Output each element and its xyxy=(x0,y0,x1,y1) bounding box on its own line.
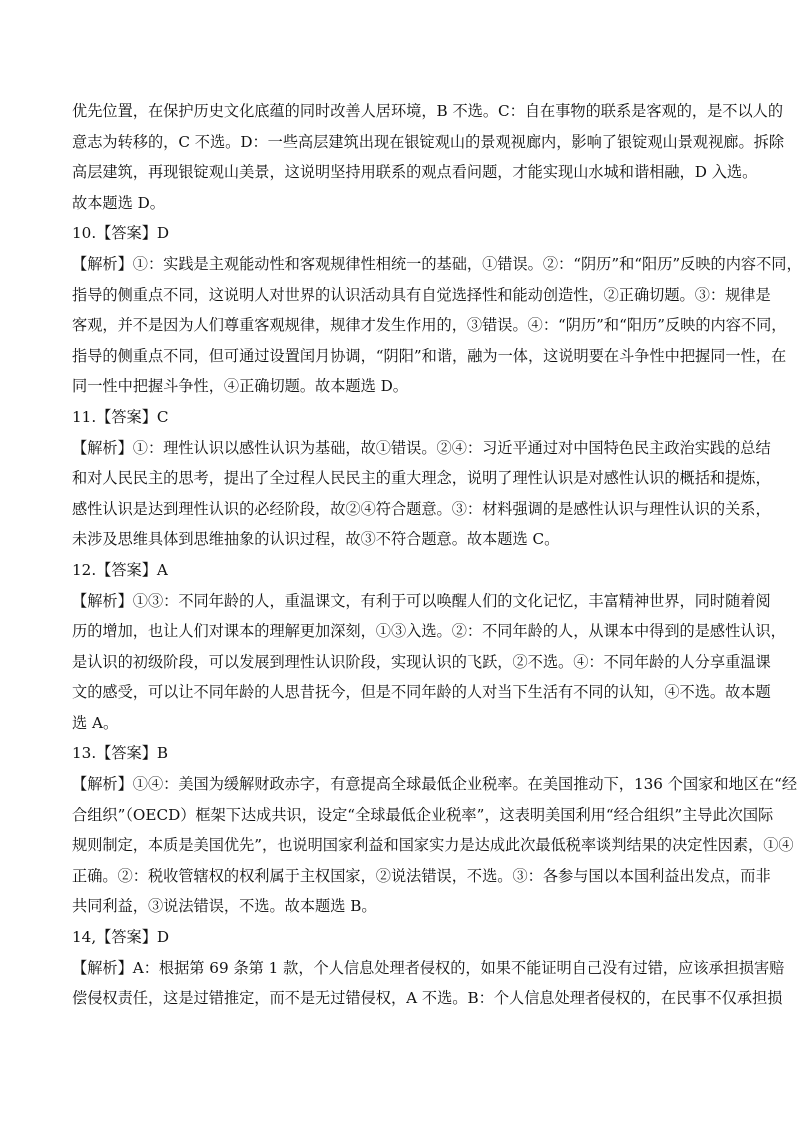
text-line: 【解析】①：实践是主观能动性和客观规律性相统一的基础，①错误。②：“阴历”和“阳历”反映的内容不同， xyxy=(72,254,802,273)
text-line: 高层建筑，再现银锭观山美景，这说明坚持用联系的观点看问题，才能实现山水城和谐相融，D 入选。 xyxy=(72,163,758,182)
text-line: 客观，并不是因为人们尊重客观规律，规律才发生作用的，③错误。④：“阴历”和“阳历”反映的内容不同， xyxy=(72,316,787,335)
text-line: 【解析】A：根据第 69 条第 1 款，个人信息处理者侵权的，如果不能证明自己没有过错，应该承担损害赔 xyxy=(72,958,785,977)
text-line: 指导的侧重点不同，这说明人对世界的认识活动具有自觉选择性和能动创造性，②正确切题。③：规律是 xyxy=(72,285,771,304)
text-line: 同一性中把握斗争性，④正确切题。故本题选 D。 xyxy=(72,377,408,396)
answer-heading: 11.【答案】C xyxy=(72,407,169,426)
text-line: 是认识的初级阶段，可以发展到理性认识阶段，实现认识的飞跃，②不选。④：不同年龄的人分享重温课 xyxy=(72,652,771,671)
text-line: 优先位置，在保护历史文化底蕴的同时改善人居环境，B 不选。C：自在事物的联系是客观的，是不以人的 xyxy=(72,102,784,120)
answer-heading: 12.【答案】A xyxy=(72,560,168,579)
text-line: 和对人民民主的思考，提出了全过程人民民主的重大理念，说明了理性认识是对感性认识的概括和提炼， xyxy=(72,469,771,488)
text-line: 历的增加，也让人们对课本的理解更加深刻，①③入选。②：不同年龄的人，从课本中得到的是感性认识， xyxy=(72,622,786,641)
text-line: 共同利益，③说法错误，不选。故本题选 B。 xyxy=(72,897,377,916)
text-line: 偿侵权责任，这是过错推定，而不是无过错侵权，A 不选。B：个人信息处理者侵权的，在民事不仅承担损 xyxy=(72,989,783,1008)
document-page xyxy=(72,96,802,1014)
text-line: 【解析】①③：不同年龄的人，重温课文，有利于可以唤醒人们的文化记忆，丰富精神世界，同时随着阅 xyxy=(72,591,771,610)
text-line: 【解析】①：理性认识以感性认识为基础，故①错误。②④：习近平通过对中国特色民主政治实践的总结 xyxy=(72,438,771,457)
text-line: 文的感受，可以让不同年龄的人思昔抚今，但是不同年龄的人对当下生活有不同的认知，④不选。故本题 xyxy=(72,683,771,702)
text-line: 感性认识是达到理性认识的必经阶段，故②④符合题意。③：材料强调的是感性认识与理性认识的关系， xyxy=(72,499,771,518)
answer-heading: 13.【答案】B xyxy=(72,744,169,763)
text-line: 指导的侧重点不同，但可通过设置闰月协调，“阴阳”和谐，融为一体，这说明要在斗争性中把握同一性，在 xyxy=(72,346,787,365)
text-line: 【解析】①④：美国为缓解财政赤字，有意提高全球最低企业税率。在美国推动下，136 个国家和地区在“经 xyxy=(72,775,798,794)
text-line: 未涉及思维具体到思维抽象的认识过程，故③不符合题意。故本题选 C。 xyxy=(72,530,560,549)
answer-heading: 10.【答案】D xyxy=(72,224,170,243)
text-line: 故本题选 D。 xyxy=(72,193,165,212)
text-line: 合组织”（OECD）框架下达成共识，设定“全球最低企业税率”，这表明美国利用“经合组织”主导此次国际 xyxy=(72,805,774,824)
text-line: 正确。②：税收管辖权的权利属于主权国家，②说法错误，不选。③：各参与国以本国利益出发点，而非 xyxy=(72,866,771,885)
text-line: 选 A。 xyxy=(72,713,119,732)
answer-heading: 14,【答案】D xyxy=(72,928,170,947)
text-line: 意志为转移的，C 不选。D：一些高层建筑出现在银锭观山的景观视廊内，影响了银锭观山景观视廊。拆除 xyxy=(72,132,785,151)
text-line: 规则制定，本质是美国优先”，也说明国家利益和国家实力是达成此次最低税率谈判结果的决定性因素，①④ xyxy=(72,836,794,855)
